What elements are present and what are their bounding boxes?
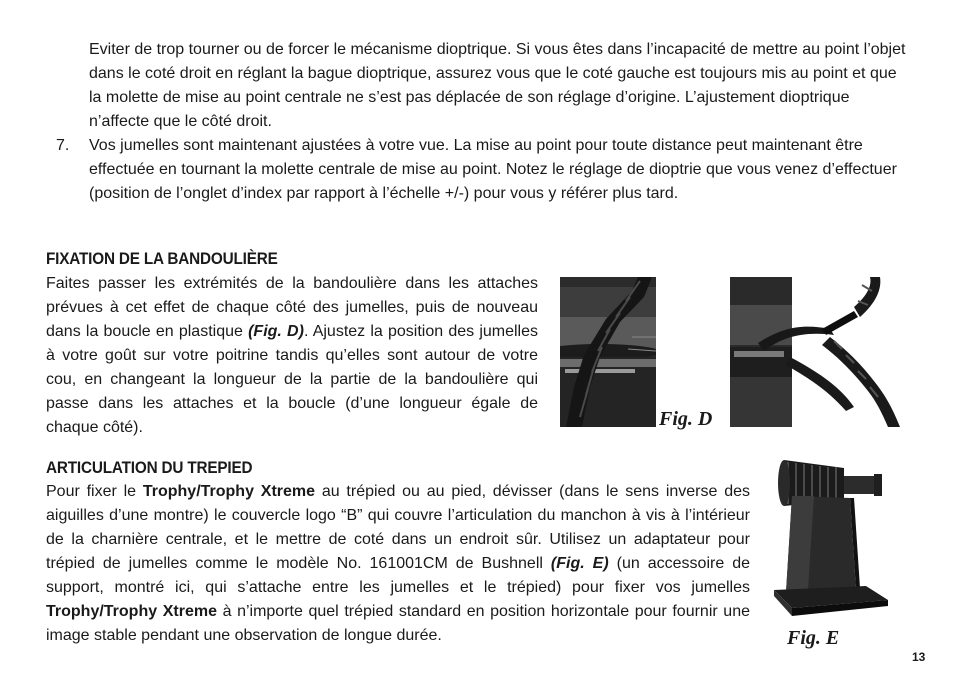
fig-d-reference: (Fig. D) xyxy=(248,323,304,340)
step7-number: 7. xyxy=(56,137,70,154)
fig-e-caption: Fig. E xyxy=(787,627,840,649)
tripod-text xyxy=(46,480,750,648)
product-name-2: Trophy/Trophy Xtreme xyxy=(46,603,217,620)
step6-continued-text: Eviter de trop tourner ou de forcer le mécanisme dioptrique. Si vous êtes dans l’incapacité de mettre au point l’objet dans le coté droit en réglant la bague dioptrique, assurez vous que le coté gauche est toujours mis au point et que la molette de mise au point centrale ne s’est pas déplacée de son réglage d’origine. L’ajustement dioptrique n’affecte que le côté droit. xyxy=(89,41,906,130)
strap-photo-left xyxy=(560,277,656,427)
tripod-text-part-4: à n’importe quel trépied standard en position horizontale pour fournir une image stable pendant une observation de longue durée. xyxy=(46,603,751,644)
fig-d-caption: Fig. D xyxy=(659,408,713,430)
strap-text-part-1: Faites passer les extrémités de la bandoulière dans les attaches prévues à cet effet de chaque côté des jumelles, puis de nouveau dans la boucle en plastique xyxy=(46,275,538,340)
tripod-adapter-image xyxy=(770,450,898,620)
tripod-text-part-2: au trépied ou au pied, dévisser (dans le sens inverse des aiguilles d’une montre) le couvercle logo “B” qui couvre l’articulation du manchon à vis à l’intérieur de la charnière centrale, et le mettre de coté dans un endroit sûr. Utilisez un adaptateur pour trépied de jumelles comme le modèle No. 161001CM de Bushnell xyxy=(46,483,751,572)
page-number: 13 xyxy=(912,650,926,664)
tripod-adapter-photo xyxy=(770,450,898,620)
product-name-1: Trophy/Trophy Xtreme xyxy=(142,483,316,500)
strap-photo-left-image xyxy=(560,277,656,427)
step7-text: Vos jumelles sont maintenant ajustées à votre vue. La mise au point pour toute distance peut maintenant être effectuée en tournant la molette centrale de mise au point. Notez le réglage de dioptrie que vous venez d’effectuer (position de l’onglet d’index par rapport à l’échelle +/-) pour vous y référer plus tard. xyxy=(89,137,897,202)
tripod-heading: ARTICULATION DU TREPIED xyxy=(46,458,253,477)
strap-heading: FIXATION DE LA BANDOULIÈRE xyxy=(46,249,278,268)
tripod-text-part-1: Pour fixer le xyxy=(46,483,143,500)
strap-photo-right-image xyxy=(730,277,906,427)
strap-text-part-2: . Ajustez la position des jumelles à votre goût sur votre poitrine tandis qu’elles sont autour de votre cou, en changeant la longueur de la partie de la bandoulière qui passe dans les attaches et la boucle (d’une longueur égale de chaque côté). xyxy=(46,323,539,436)
strap-text xyxy=(46,272,538,440)
tripod-text-part-3: (un accessoire de support, montré ici, qui s’attache entre les jumelles et le trépied) pour fixer vos jumelles xyxy=(46,555,751,596)
fig-e-reference: (Fig. E) xyxy=(550,555,609,572)
strap-photo-right xyxy=(730,277,906,427)
